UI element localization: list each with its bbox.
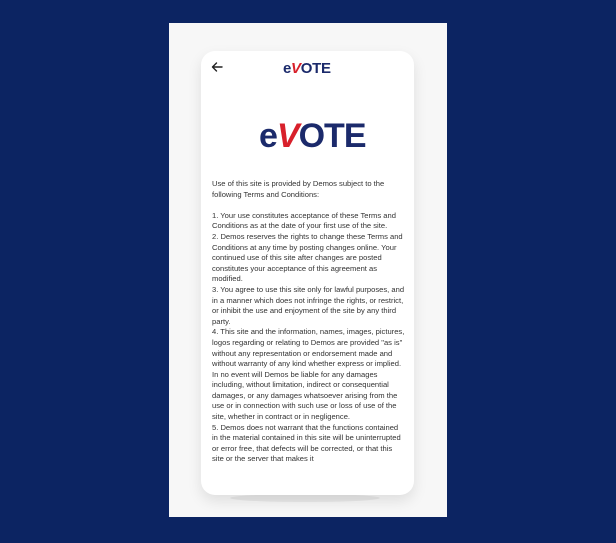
- hero-logo: [259, 119, 366, 153]
- phone-screen: [201, 51, 414, 495]
- app-header: [201, 51, 414, 87]
- arrow-left-icon[interactable]: [210, 60, 224, 74]
- logo-check: V: [291, 60, 301, 77]
- hero-logo-check: V: [276, 117, 299, 155]
- terms-item-2: 2. Demos reserves the rights to change these Terms and Conditions at any time by posting changes online. Your continued use of this site after changes are posted constitutes your acceptance of this agreement as modified.: [212, 231, 403, 284]
- terms-item-4: 4. This site and the information, names, images, pictures, logos regarding or relating to Demos are provided "as is" without any representation or endorsement made and without warranty of any kind whether express or implied. In no event will Demos be liable for any damages including, without limitation, indirect or consequential damages, or any damages whatsoever arising from the use or in connection with such use or loss of use of the site, whether in contract or in negligence.: [212, 327, 405, 422]
- terms-content[interactable]: [212, 179, 405, 485]
- terms-item-3: 3. You agree to use this site only for lawful purposes, and in a manner which does not infringe the rights, or restrict, or inhibit the use and enjoyment of the site by any third party.: [212, 284, 405, 326]
- header-logo: [283, 61, 331, 76]
- hero-logo-e: e: [259, 117, 277, 155]
- logo-rest: OTE: [300, 60, 331, 77]
- terms-item-5: 5. Demos does not warrant that the functions contained in the material contained in this site will be uninterrupted or error free, that defects will be corrected, or that this site or the server that makes it: [212, 422, 401, 464]
- terms-intro: Use of this site is provided by Demos subject to the following Terms and Conditions:: [212, 179, 385, 199]
- terms-item-1: 1. Your use constitutes acceptance of these Terms and Conditions as at the date of your first use of the site.: [212, 210, 396, 231]
- phone-shadow: [230, 494, 380, 502]
- logo-e: e: [283, 60, 292, 77]
- hero-logo-rest: OTE: [298, 117, 366, 155]
